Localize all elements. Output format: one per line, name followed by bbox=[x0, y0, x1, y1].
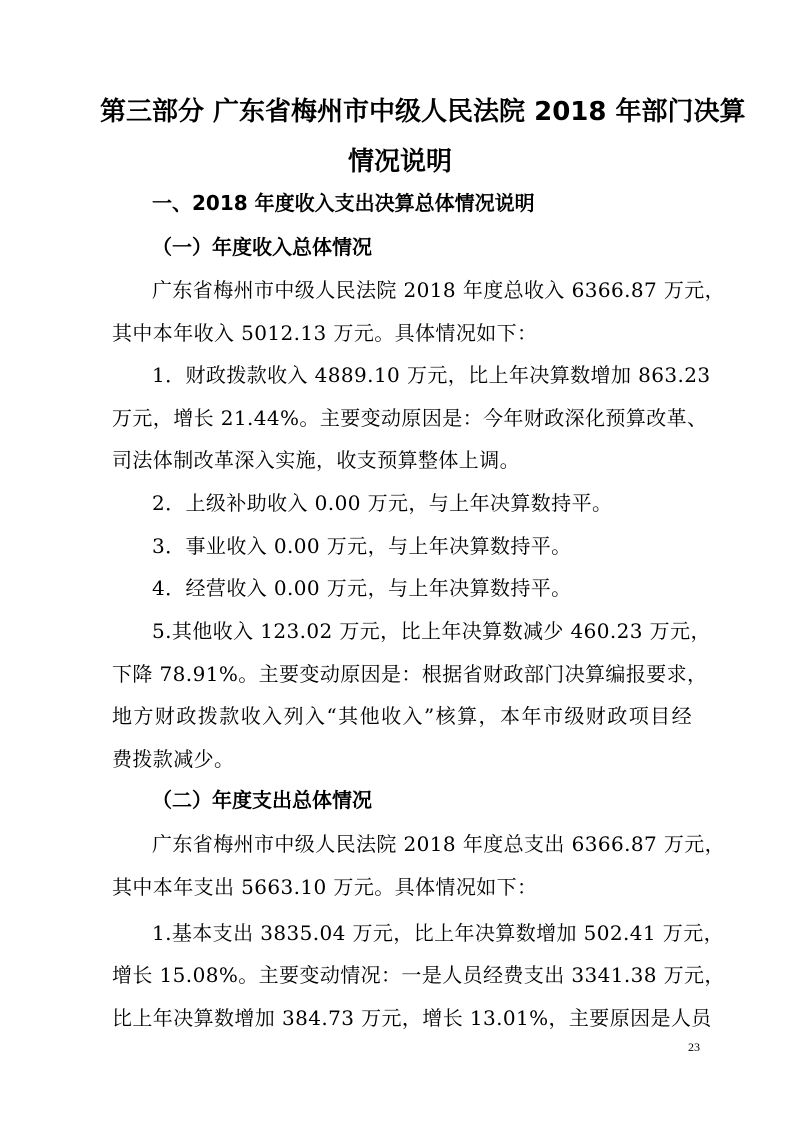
page-number: 23 bbox=[688, 1040, 700, 1054]
paragraph-line: 5.其他收入 123.02 万元，比上年决算数减少 460.23 万元， bbox=[152, 619, 711, 643]
document-title-line-1: 第三部分 广东省梅州市中级人民法院 2018 年部门决算 bbox=[100, 97, 746, 127]
paragraph-line: 广东省梅州市中级人民法院 2018 年度总支出 6366.87 万元， bbox=[152, 832, 726, 856]
paragraph-line: 4．经营收入 0.00 万元，与上年决算数持平。 bbox=[152, 576, 572, 600]
paragraph-line: 费拨款减少。 bbox=[112, 747, 235, 771]
paragraph-line: 3．事业收入 0.00 万元，与上年决算数持平。 bbox=[152, 534, 572, 558]
paragraph-line: 地方财政拨款收入列入“其他收入”核算，本年市级财政项目经 bbox=[112, 704, 692, 728]
section-heading: 一、2018 年度收入支出决算总体情况说明 bbox=[152, 191, 535, 215]
paragraph-line: 下降 78.91%。主要变动原因是：根据省财政部门决算编报要求， bbox=[112, 662, 708, 686]
subsection-heading-expenditure: （二）年度支出总体情况 bbox=[152, 788, 372, 812]
paragraph-line: 2．上级补助收入 0.00 万元，与上年决算数持平。 bbox=[152, 491, 613, 515]
paragraph-line: 其中本年支出 5663.10 万元。具体情况如下： bbox=[112, 875, 538, 899]
paragraph-line: 1.基本支出 3835.04 万元，比上年决算数增加 502.41 万元， bbox=[152, 921, 724, 945]
subsection-heading-income: （一）年度收入总体情况 bbox=[152, 235, 372, 259]
paragraph-line: 其中本年收入 5012.13 万元。具体情况如下： bbox=[112, 321, 538, 345]
paragraph-line: 增长 15.08%。主要变动情况：一是人员经费支出 3341.38 万元， bbox=[112, 963, 725, 987]
paragraph-line: 万元，增长 21.44%。主要变动原因是：今年财政深化预算改革、 bbox=[112, 406, 708, 430]
paragraph-line: 1．财政拨款收入 4889.10 万元，比上年决算数增加 863.23 bbox=[152, 363, 711, 387]
document-title-line-2: 情况说明 bbox=[347, 147, 452, 177]
paragraph-line: 司法体制改革深入实施，收支预算整体上调。 bbox=[112, 448, 520, 472]
paragraph-line: 比上年决算数增加 384.73 万元，增长 13.01%，主要原因是人员 bbox=[112, 1006, 712, 1030]
paragraph-line: 广东省梅州市中级人民法院 2018 年度总收入 6366.87 万元， bbox=[152, 278, 726, 302]
